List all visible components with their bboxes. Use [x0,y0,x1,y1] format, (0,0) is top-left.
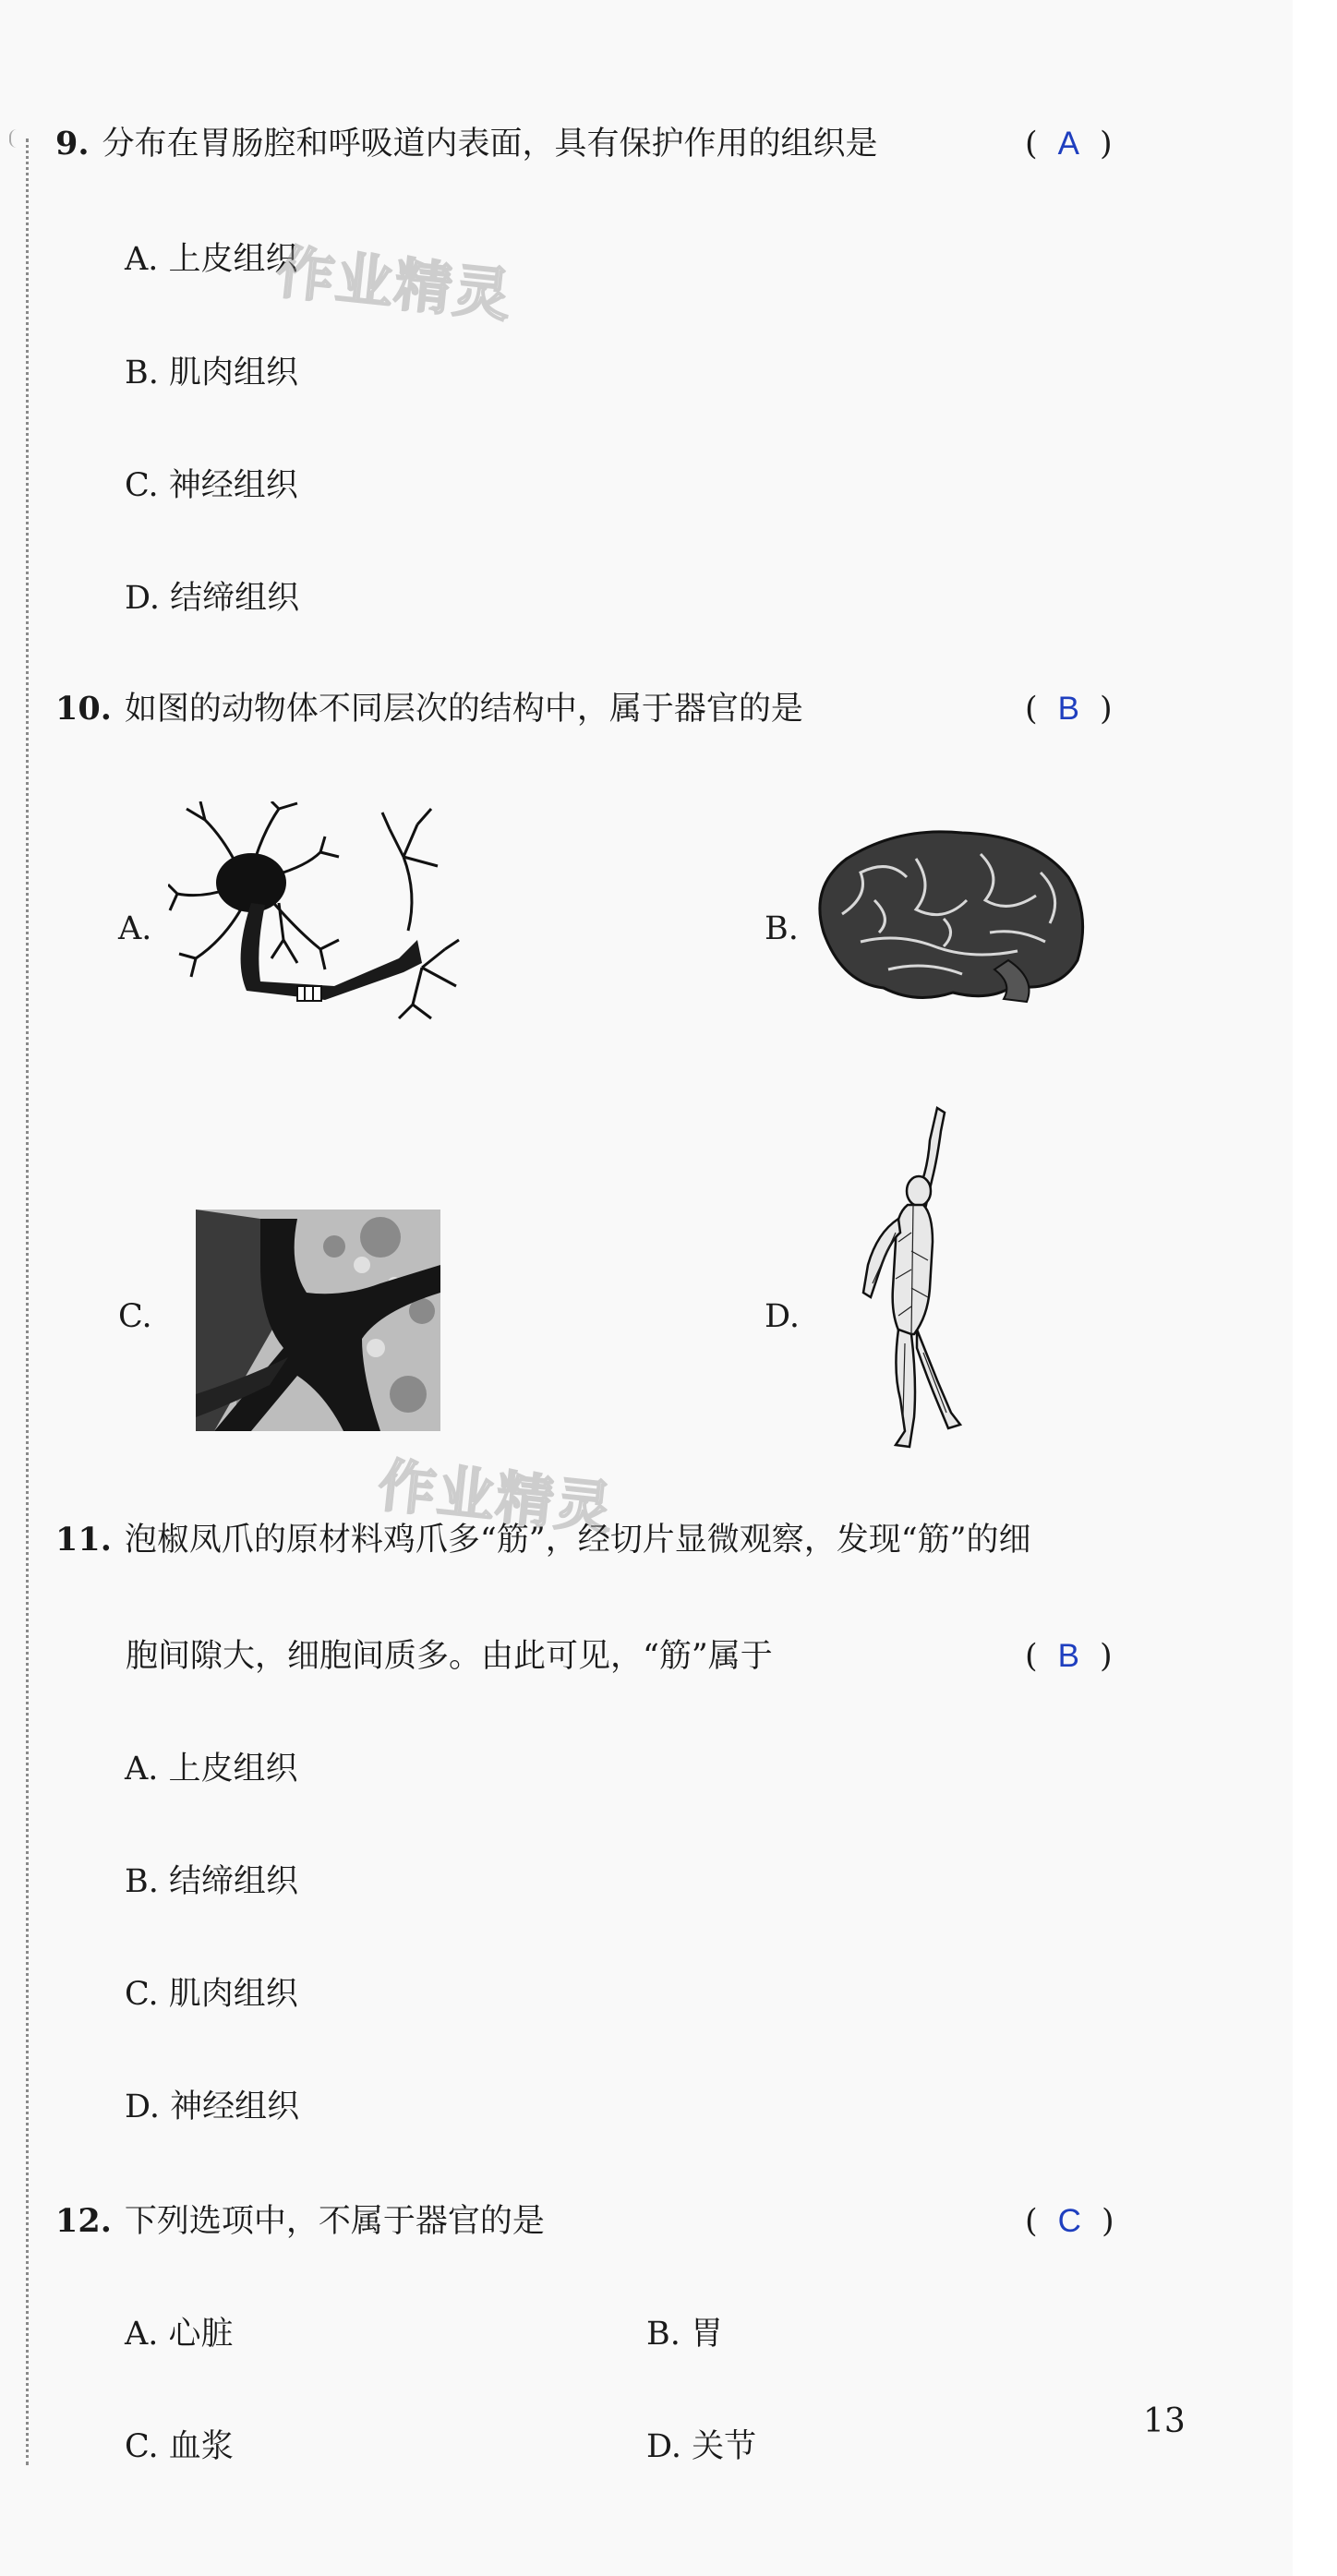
option-b: B. 肌肉组织 [125,355,298,391]
question-10-answer: ( B ) [1025,691,1113,728]
option-b: B. 胃 [646,2316,723,2353]
question-11-stem [55,1516,1145,1564]
answer-letter: B [1057,691,1080,727]
image-option-a-label: A. [118,910,152,947]
watermark-1: 作业精灵 [273,237,516,331]
option-c: C. 神经组织 [125,467,298,504]
question-number: 9. [55,125,90,163]
page-number: 13 [1143,2402,1186,2440]
answer-letter: C [1057,2203,1081,2239]
option-a: A. 心脏 [125,2316,234,2353]
neuron-drawing [168,801,464,1023]
answer-letter: A [1057,126,1080,162]
question-number: 12. [55,2202,112,2240]
option-d: D. 结缔组织 [125,580,300,617]
option-b: B. 结缔组织 [125,1863,298,1900]
image-option-d-label: D. [765,1298,800,1335]
question-number: 10. [55,690,112,728]
brain-drawing [805,822,1091,1006]
question-12-stem [55,2197,1145,2245]
option-c: C. 肌肉组织 [125,1976,298,2013]
question-text: 如图的动物体不同层次的结构中，属于器官的是 [124,691,803,728]
question-12-answer: ( C ) [1025,2203,1114,2240]
question-number: 11. [55,1521,112,1559]
nerve-cell-micrograph [196,1210,440,1431]
question-text: 下列选项中，不属于器官的是 [124,2203,545,2240]
margin-dotted-line [26,138,29,2465]
image-option-c-label: C. [118,1298,152,1335]
watermark-2: 作业精灵 [375,1451,618,1544]
answer-letter: B [1057,1638,1080,1674]
question-9-answer: ( A ) [1025,126,1113,163]
option-c: C. 血浆 [125,2428,234,2465]
question-text: 泡椒凤爪的原材料鸡爪多“筋”，经切片显微观察，发现“筋”的细 [124,1522,1031,1559]
question-11-answer: ( B ) [1025,1638,1113,1675]
binding-mark [9,129,26,148]
question-10-stem [55,685,1145,733]
human-nervous-system-figure [845,1103,974,1450]
image-option-b-label: B. [765,910,799,947]
question-11-stem-line-2: 胞间隙大，细胞间质多。由此可见，“筋”属于 [126,1638,773,1675]
question-text: 分布在胃肠腔和呼吸道内表面，具有保护作用的组织是 [102,126,878,163]
question-9-stem [55,120,1145,168]
option-a: A. 上皮组织 [125,1751,298,1788]
option-d: D. 神经组织 [125,2088,300,2125]
option-d: D. 关节 [646,2428,757,2465]
option-a: A. 上皮组织 [125,241,298,278]
